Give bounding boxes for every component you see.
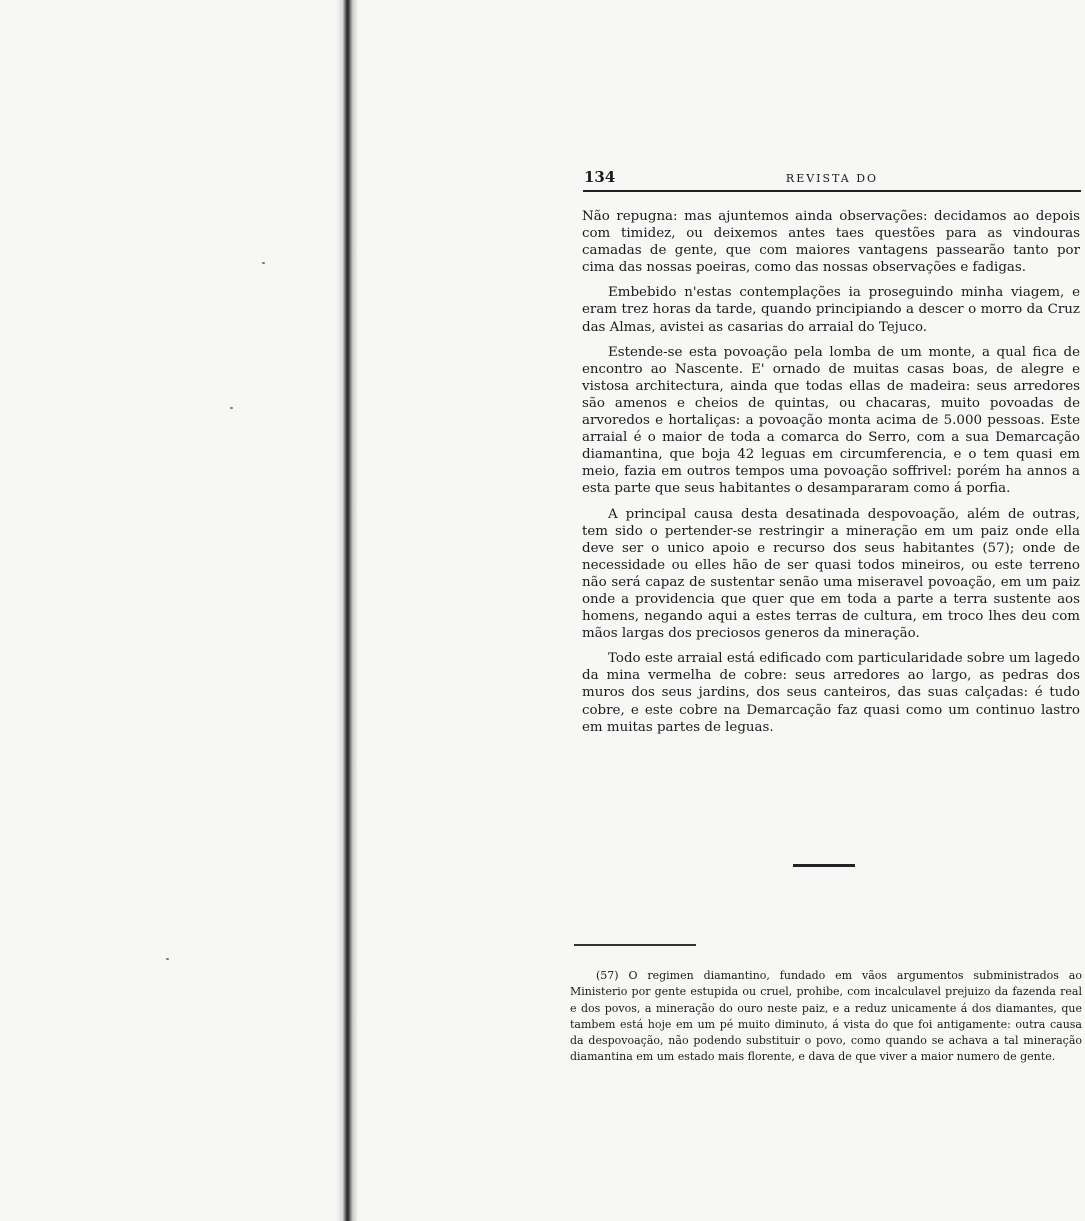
- running-head: REVISTA DO: [785, 172, 879, 185]
- paragraph: Estende-se esta povoação pela lomba de um monte, a qual fica de encontro ao Nascente. E' ornado de muitas casas boas, de alegre e vistosa architectura, ainda que todas ellas de madeira: seus arredores são amenos e cheios de quintas, ou chacaras, muito povoadas de arvoredos e hortaliças: a povoação monta acima de 5.000 pessoas. Este arraial é o maior de toda a comarca do Serro, com a sua Demarcação diamantina, que boja 42 leguas em circumferencia, e o tem quasi em meio, fazia em outros tempos uma povoação soffrivel: porém ha annos a esta parte que seus habitantes o desampararam como á porfia.: [582, 344, 1080, 497]
- footnote: [570, 968, 1082, 1066]
- body-text: [582, 208, 1080, 744]
- section-end-dash: [793, 864, 855, 867]
- paper-speck: [166, 958, 169, 960]
- page-number: 134: [584, 168, 616, 186]
- footnote-text: (57) O regimen diamantino, fundado em vãos argumentos subministrados ao Ministerio por gente estupida ou cruel, prohibe, com incalculavel prejuizo da fazenda real e dos povos, a mineração do ouro neste paiz, e a reduz unicamente á dos diamantes, que tambem está hoje em um pé muito diminuto, á vista do que foi antigamente: outra causa da despovoação, não podendo substituir o povo, como quando se achava a tal mineração diamantina em um estado mais florente, e dava de que viver a maior numero de gente.: [570, 969, 1082, 1064]
- paragraph: Todo este arraial está edificado com particularidade sobre um lagedo da mina vermelha de cobre: seus arredores ao largo, as pedras dos muros dos seus jardins, dos seus canteiros, das suas calçadas: é tudo cobre, e este cobre na Demarcação faz quasi como um continuo lastro em muitas partes de leguas.: [582, 651, 1080, 735]
- paragraph: Não repugna: mas ajuntemos ainda observações: decidamos ao depois com timidez, ou deixemos antes taes questões para as vindouras camadas de gente, que com maiores vantagens passearão tanto por cima das nossas poeiras, como das nossas observações e fadigas.: [582, 209, 1080, 276]
- paper-speck: [230, 407, 233, 409]
- page-header: [584, 168, 1080, 190]
- paragraph: A principal causa desta desatinada despovoação, além de outras, tem sido o pertender-se restringir a mineração em um paiz onde ella deve ser o unico apoio e recurso dos seus habitantes (57); onde de necessidade ou elles hão de ser quasi todos mineiros, ou este terreno não será capaz de sustentar senão uma miseravel povoação, em um paiz onde a providencia que quer que em toda a parte a terra sustente aos homens, negando aqui a estes terras de cultura, em troco lhes deu com mãos largas dos preciosos generos da mineração.: [582, 506, 1080, 642]
- paper-speck: [262, 262, 265, 264]
- footnote-rule: [574, 944, 696, 946]
- header-rule: [583, 190, 1081, 192]
- paragraph: Embebido n'estas contemplações ia proseguindo minha viagem, e eram trez horas da tarde, quando principiando a descer o morro da Cruz das Almas, avistei as casarias do arraial do Tejuco.: [582, 285, 1080, 335]
- book-gutter: [336, 0, 358, 1221]
